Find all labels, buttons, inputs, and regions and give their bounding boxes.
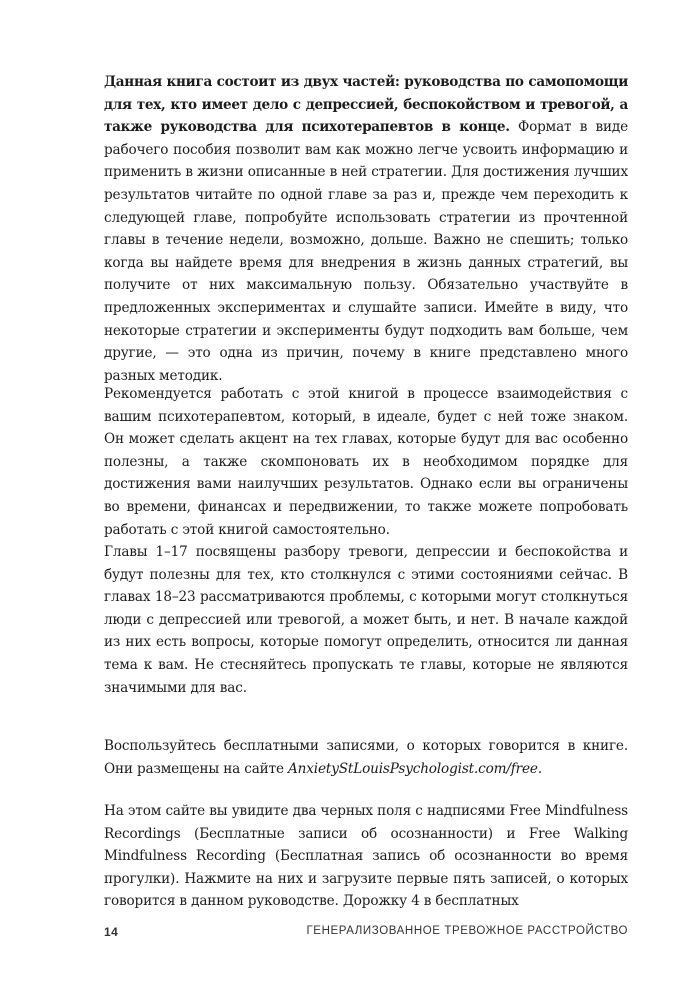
intro-body-text: Формат в виде рабочего пособия позволит вам как можно легче усвоить информацию и применить в жизни описанные в ней стратегии. Для достижения лучших результатов читайте по одной главе за раз и, прежде чем переходить к следующей главе, попробуйте использовать стратегии из прочтенной главы в течение недели, возможно, дольше. Важно не спешить; только когда вы найдете время для внедрения в жизнь данных стратегий, вы получите от них максимальную пользу. Обязательно участвуйте в предложенных экспериментах и слушайте записи. Имейте в виду, что некоторые стратегии и эксперименты будут подходить вам больше, чем другие, — это одна из причин, почему в книге представлено много разных методик. xyxy=(104,119,629,384)
paragraph-recordings-text xyxy=(104,735,628,780)
paragraph-website-text: На этом сайте вы увидите два черных поля с надписями Free Mindfulness Recordings (Бесплатные записи об осознанности) и Free Walking Mindfulness Recording (Бесплатная запись об осознанности во время прогулки). Нажмите на них и загрузите первые пять записей, о которых говорится в данном руководстве. Дорожку 4 в бесплатных xyxy=(104,803,628,910)
paragraph-therapist xyxy=(104,383,628,541)
paragraph-recordings xyxy=(104,735,628,780)
running-head: ГЕНЕРАЛИЗОВАННОЕ ТРЕВОЖНОЕ РАССТРОЙСТВО xyxy=(306,925,628,937)
paragraph-therapist-text: Рекомендуется работать с этой книгой в процессе взаимодействия с вашим психотерапевтом, который, в идеале, будет с ней тоже знаком. Он может сделать акцент на тех главах, которые будут для вас особенно полезны, а также скомпоновать их в необходимом порядке для достижения вами наилучших результатов. Однако если вы ограничены во времени, финансах и передвижении, то также можете попробовать работать с этой книгой самостоятельно. xyxy=(104,386,628,538)
paragraph-chapters-text: Главы 1–17 посвящены разбору тревоги, депрессии и беспокойства и будут полезны для тех, кто столкнулся с этими состояниями сейчас. В главах 18–23 рассматриваются проблемы, с которыми могут столкнуться люди с депрессией или тревогой, а может быть, и нет. В начале каждой из них есть вопросы, которые помогут определить, относится ли данная тема к вам. Не стесняйтесь пропускать те главы, которые не являются значимыми для вас. xyxy=(104,544,628,696)
recordings-body-text: Воспользуйтесь бесплатными записями, о которых говорится в книге. Они размещены на сайте xyxy=(104,738,628,777)
website-link-text: AnxietyStLouisPsychologist.com/free. xyxy=(288,760,542,777)
paragraph-intro xyxy=(104,71,628,387)
paragraph-chapters xyxy=(104,541,628,699)
paragraph-website xyxy=(104,800,628,913)
paragraph-intro-text xyxy=(104,71,628,387)
intro-bold-lead: Данная книга состоит из двух частей: руководства по самопомощи для тех, кто имеет дело с депрессией, беспокойством и тревогой, а также руководства для психотерапевтов в конце. xyxy=(104,74,628,136)
page-footer xyxy=(104,925,628,945)
page-number: 14 xyxy=(104,925,119,939)
